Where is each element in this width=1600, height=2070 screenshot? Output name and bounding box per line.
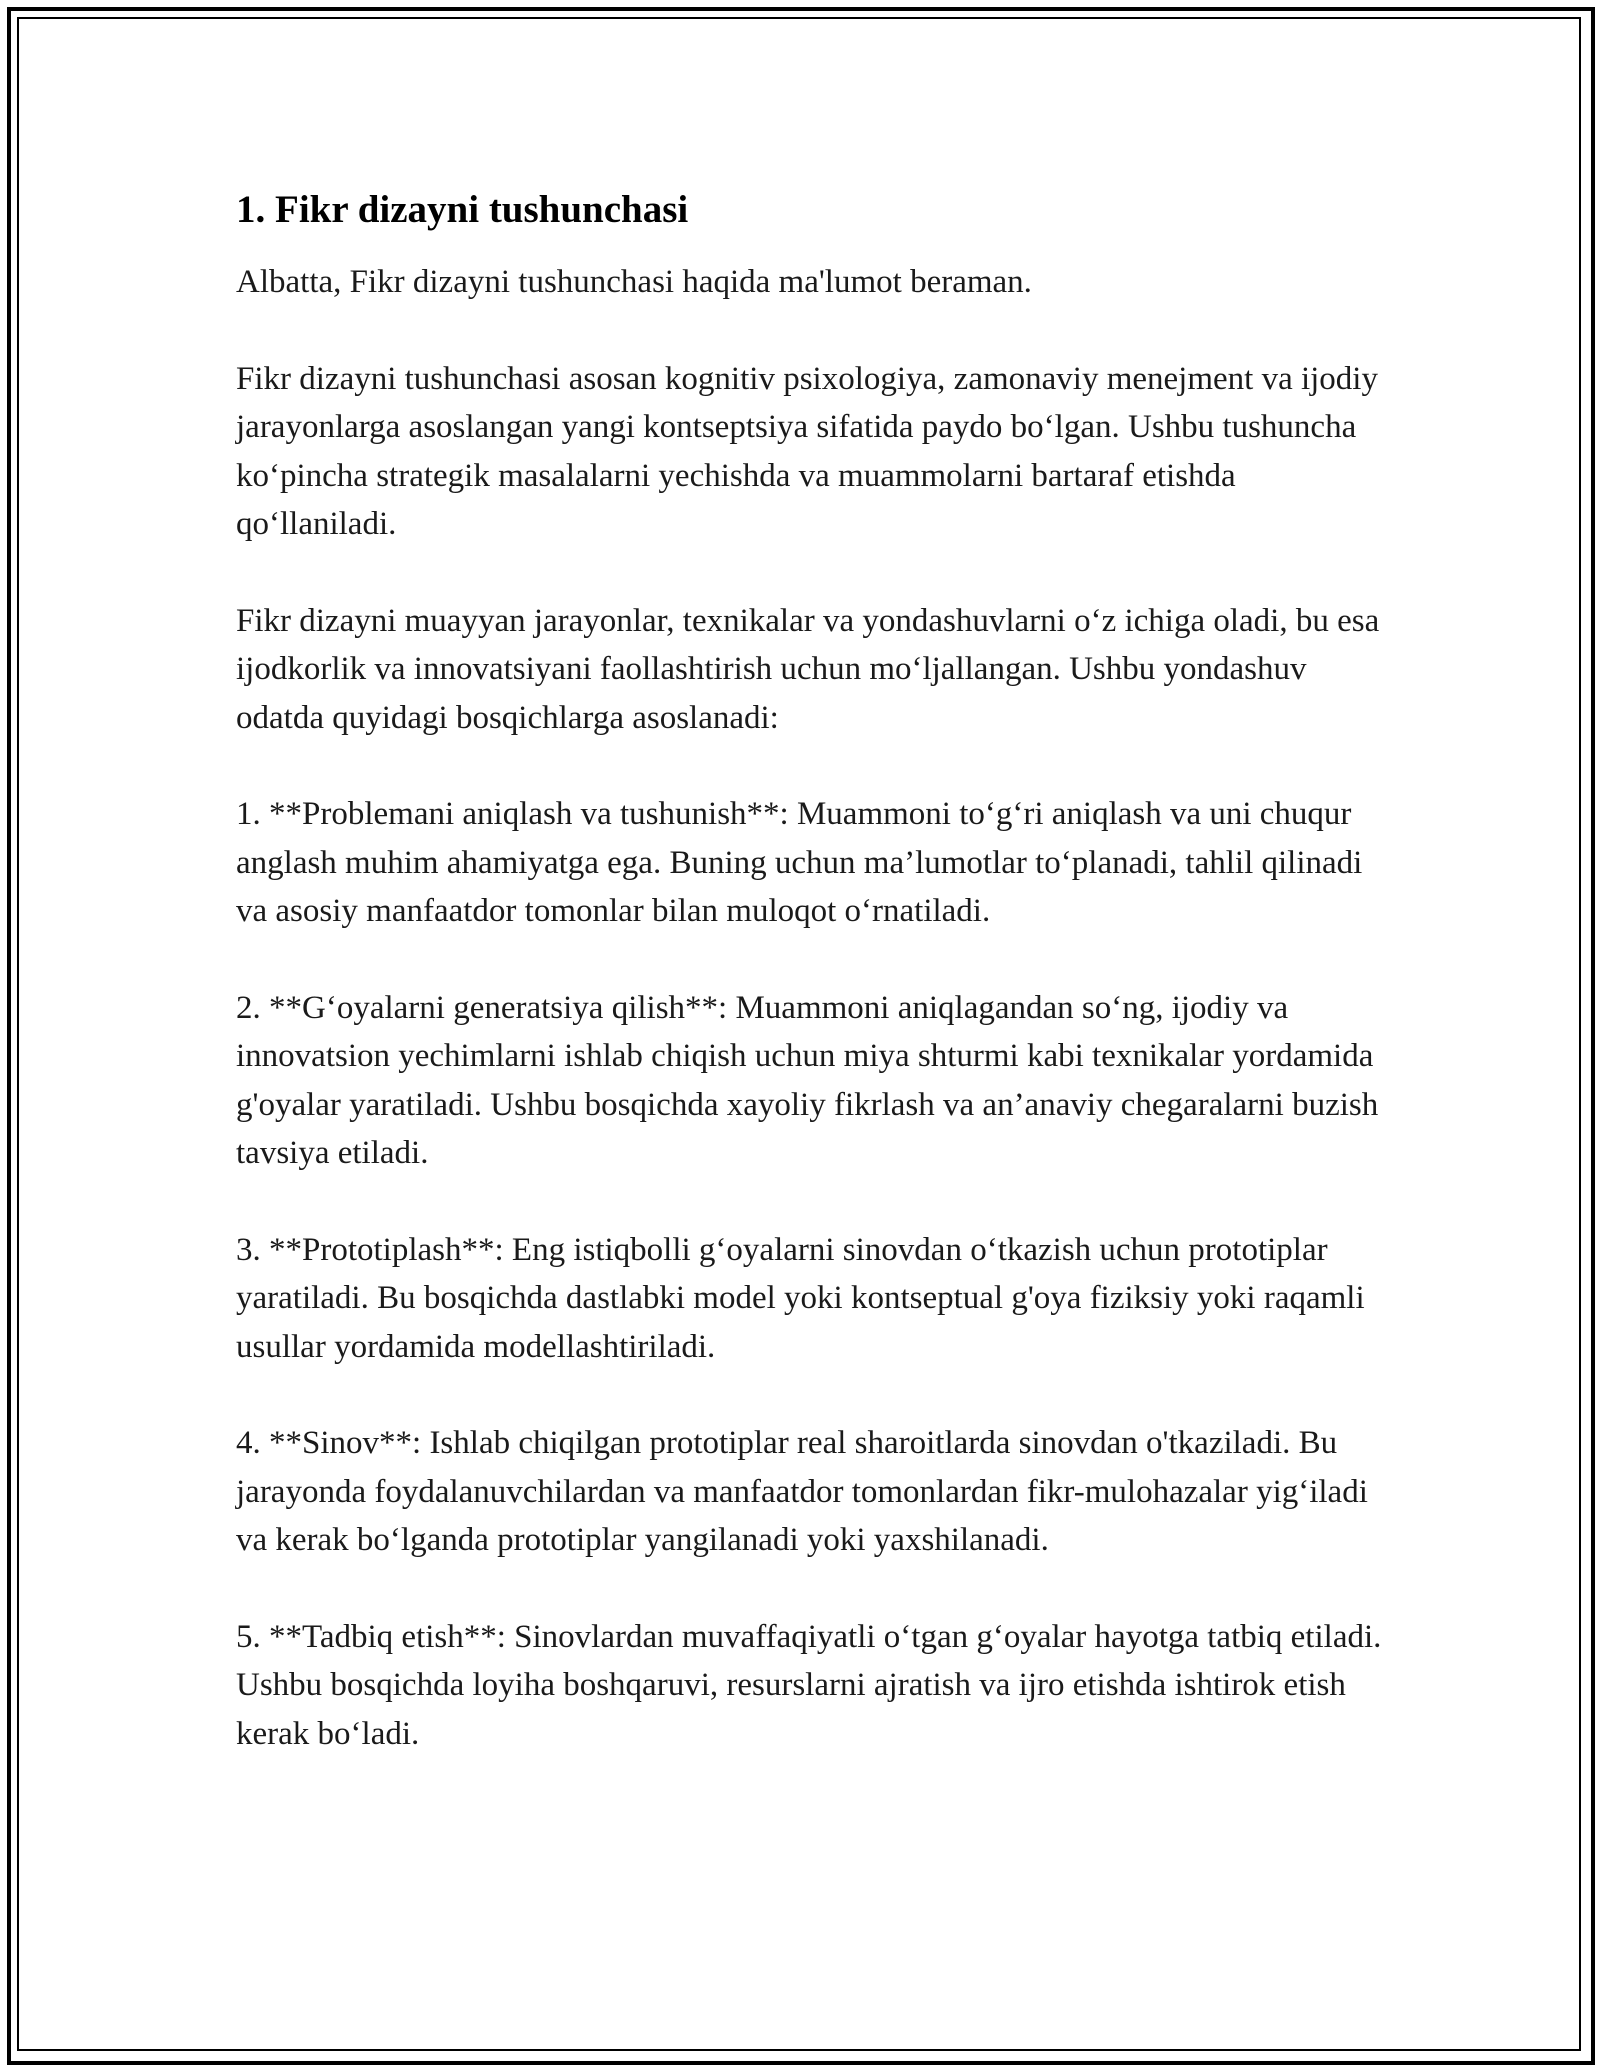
intro-paragraph: Albatta, Fikr dizayni tushunchasi haqida ma'lumot beraman. [236, 264, 1032, 300]
step-3-paragraph: 3. **Prototiplash**: Eng istiqbolli g‘oyalarni sinovdan o‘tkazish uchun prototiplar yaratiladi. Bu bosqichda dastlabki model yoki kontseptual g'oya fiziksiy yoki raqamli usullar yordamida modellashtiriladi. [236, 1231, 1365, 1365]
step-2-paragraph: 2. **G‘oyalarni generatsiya qilish**: Muammoni aniqlagandan so‘ng, ijodiy va innovatsion yechimlarni ishlab chiqish uchun miya shturmi kabi texnikalar yordamida g'oyalar yaratiladi. Ushbu bosqichda xayoliy fikrlash va an’anaviy chegaralarni buzish tavsiya etiladi. [236, 989, 1379, 1171]
paragraph-overview: Fikr dizayni muayyan jarayonlar, texnikalar va yondashuvlarni o‘z ichiga oladi, bu esa ijodkorlik va innovatsiyani faollashtirish uchun mo‘ljallangan. Ushbu yondashuv odatda quyidagi bosqichlarga asoslanadi: [236, 602, 1380, 736]
step-1-paragraph: 1. **Problemani aniqlash va tushunish**: Muammoni to‘g‘ri aniqlash va uni chuqur anglash muhim ahamiyatga ega. Buning uchun ma’lumotlar to‘planadi, tahlil qilinadi va asosiy manfaatdor tomonlar bilan muloqot o‘rnatiladi. [236, 796, 1363, 929]
paragraph-origin: Fikr dizayni tushunchasi asosan kognitiv psixologiya, zamonaviy menejment va ijodiy jarayonlarga asoslangan yangi kontseptsiya sifatida paydo bo‘lgan. Ushbu tushuncha ko‘pincha strategik masalalarni yechishda va muammolarni bartaraf etishda qo‘llaniladi. [236, 360, 1378, 542]
step-4-paragraph: 4. **Sinov**: Ishlab chiqilgan prototiplar real sharoitlarda sinovdan o'tkaziladi. Bu jarayonda foydalanuvchilardan va manfaatdor tomonlardan fikr-mulohazalar yig‘iladi va kerak bo‘lganda prototiplar yangilanadi yoki yaxshilanadi. [236, 1425, 1368, 1558]
document-title: 1. Fikr dizayni tushunchasi [236, 188, 689, 231]
document-body [236, 186, 1386, 1758]
step-5-paragraph: 5. **Tadbiq etish**: Sinovlardan muvaffaqiyatli o‘tgan g‘oyalar hayotga tatbiq etiladi. Ushbu bosqichda loyiha boshqaruvi, resurslarni ajratish va ijro etishda ishtirok etish kerak bo‘ladi. [236, 1618, 1382, 1752]
